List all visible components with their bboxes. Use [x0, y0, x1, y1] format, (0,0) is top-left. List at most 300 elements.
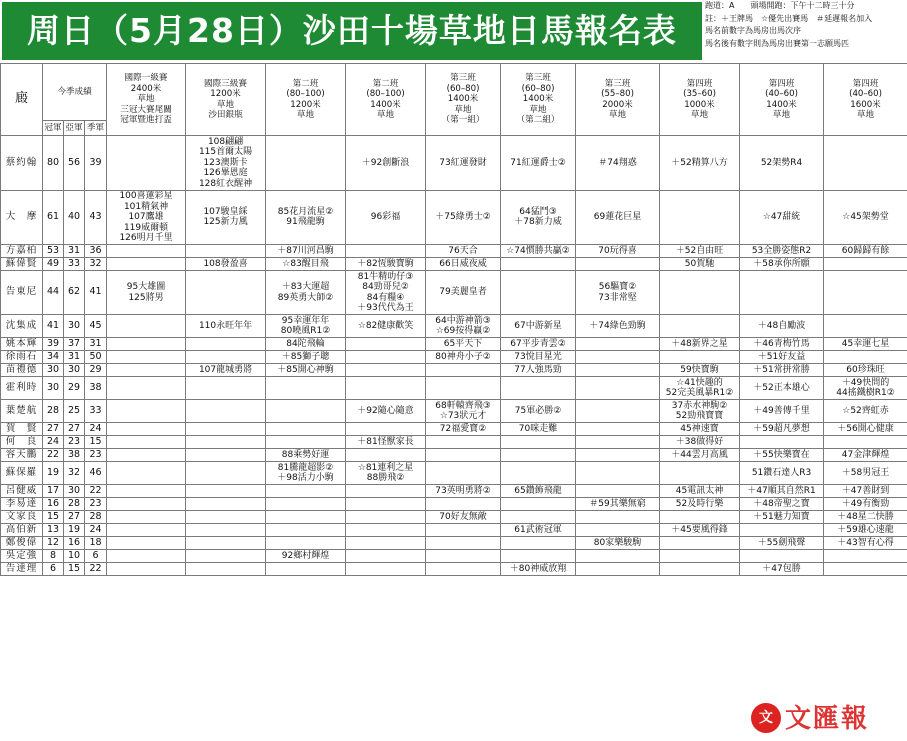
- race-header-line: （第一組）: [441, 115, 485, 126]
- horse-entry: ＋51魅力知寶: [753, 511, 810, 522]
- horse-entry: 84有糧④: [366, 292, 405, 303]
- race-entries-6: [501, 511, 576, 524]
- race-entries-2: [186, 563, 266, 576]
- wins-count: 49: [43, 258, 64, 271]
- horse-entry: ＋52自由旺: [675, 245, 724, 256]
- race-entries-3: [266, 537, 346, 550]
- horse-entry: ＋47包勝: [762, 563, 801, 574]
- horse-entry: 75軍必勝②: [514, 405, 562, 416]
- race-entries-3: [266, 498, 346, 511]
- race-header-line: 草地: [296, 110, 315, 120]
- thirds-count: 22: [85, 485, 107, 498]
- race-entries-7: [576, 364, 660, 377]
- trainer-row: [1, 537, 907, 550]
- race-entries-5: [426, 423, 501, 436]
- race-entries-7: [576, 537, 660, 550]
- horse-entry: 73非常堅: [598, 292, 637, 303]
- race-entries-3: [266, 258, 346, 271]
- horse-entry: 52及時行樂: [675, 498, 724, 509]
- horse-entry: ＋44雲月高風: [671, 449, 728, 460]
- horse-entry: ＋98活力小駒: [277, 473, 334, 483]
- race-entries-6: [501, 258, 576, 271]
- horse-entry: ＋51常拼常勝: [753, 364, 810, 375]
- race-entries-1: [107, 423, 186, 436]
- trainer-row: [1, 462, 907, 485]
- horse-entry: ＋47善財到: [841, 485, 890, 496]
- wins-count: 80: [43, 136, 64, 191]
- season-record-header: 今季成績: [43, 64, 107, 121]
- race-header-line: 1200米: [210, 89, 241, 99]
- wins-count: 8: [43, 550, 64, 563]
- race-entries-9: [740, 258, 824, 271]
- race-entries-9: [740, 377, 824, 400]
- horse-entry: 101精氣神: [123, 201, 169, 212]
- race-entries-1: [107, 245, 186, 258]
- wins-count: 44: [43, 271, 64, 315]
- horse-entry: 67平步青雲②: [510, 338, 566, 349]
- race-entries-8: [660, 462, 740, 485]
- race-entries-1: [107, 351, 186, 364]
- horse-entry: 76天合: [448, 245, 478, 256]
- wins-count: 16: [43, 498, 64, 511]
- race-entries-4: [346, 338, 426, 351]
- horse-entry: 47金津輝煌: [841, 449, 890, 460]
- trainer-row: [1, 364, 907, 377]
- race-header-2: [186, 64, 266, 136]
- race-entries-8: [660, 377, 740, 400]
- trainer-name: 苗禮德: [1, 364, 43, 377]
- horse-entry: ＋49有衡勁: [841, 498, 890, 509]
- race-header-line: 1200米: [290, 99, 321, 110]
- race-entries-6: [501, 537, 576, 550]
- race-entries-4: [346, 190, 426, 245]
- horse-entry: ＋85開心神駒: [277, 364, 334, 375]
- race-entries-4: [346, 498, 426, 511]
- race-header-line: 國際三級賽: [204, 78, 248, 89]
- trainer-row: [1, 436, 907, 449]
- horse-entry: 45電訊太神: [675, 485, 724, 496]
- race-entries-9: [740, 537, 824, 550]
- seconds-count: 10: [64, 550, 85, 563]
- trainer-name: 告達理: [1, 563, 43, 576]
- race-entries-10: [824, 377, 907, 400]
- race-entries-7: [576, 351, 660, 364]
- horse-entry: ＋47順其自然R1: [747, 485, 816, 496]
- race-entries-7: [576, 563, 660, 576]
- horse-entry: 80曉風R1②: [280, 326, 331, 336]
- race-entries-9: [740, 190, 824, 245]
- race-header-line: 草地: [772, 110, 791, 120]
- info-line-track: 跑道：A 頭場開跑：下午十二時三十分: [705, 1, 855, 10]
- race-entries-2: [186, 190, 266, 245]
- horse-entry: 73英明勇將②: [435, 485, 491, 496]
- trainer-name: 文家良: [1, 511, 43, 524]
- horse-entry: 95幸運年年: [281, 315, 330, 326]
- horse-entry: ＋81怪獸家長: [357, 436, 414, 447]
- race-entries-1: [107, 190, 186, 245]
- race-entries-3: [266, 136, 346, 191]
- race-entries-10: [824, 511, 907, 524]
- race-header-1: [107, 64, 186, 136]
- race-header-line: 1400米: [522, 94, 554, 105]
- horse-entry: ＋56開心健康: [837, 423, 894, 434]
- race-entries-1: [107, 550, 186, 563]
- race-entries-8: [660, 136, 740, 191]
- trainer-name: 告東尼: [1, 271, 43, 315]
- race-entries-1: [107, 315, 186, 338]
- horse-entry: ＋85獅子聰: [281, 351, 330, 362]
- race-header-line: 第四班: [852, 78, 879, 89]
- race-header-line: (60–80): [446, 83, 480, 94]
- horse-entry: ＋46青梅竹馬: [753, 338, 810, 349]
- race-entries-5: [426, 315, 501, 338]
- race-entries-3: [266, 190, 346, 245]
- trainer-header: 廄: [1, 64, 43, 136]
- race-entries-5: [426, 377, 501, 400]
- horse-entry: ＋48自勵波: [757, 320, 806, 331]
- race-entries-3: [266, 524, 346, 537]
- race-header-line: 草地: [376, 110, 395, 120]
- horse-entry: 108翩翩: [207, 136, 244, 147]
- race-entries-9: [740, 315, 824, 338]
- trainer-name: 蘇偉賢: [1, 258, 43, 271]
- race-entries-8: [660, 449, 740, 462]
- race-entries-8: [660, 258, 740, 271]
- race-entries-10: [824, 136, 907, 191]
- race-entries-1: [107, 511, 186, 524]
- race-entries-4: [346, 400, 426, 423]
- horse-entry: ＋43智有心得: [837, 537, 894, 548]
- horse-entry: ＋59雄心速龍: [837, 524, 894, 535]
- race-entries-5: [426, 511, 501, 524]
- race-entries-1: [107, 338, 186, 351]
- race-entries-9: [740, 338, 824, 351]
- race-header-line: (80–100): [366, 89, 405, 99]
- race-entries-8: [660, 315, 740, 338]
- race-entries-5: [426, 498, 501, 511]
- race-entries-6: [501, 462, 576, 485]
- race-entries-4: [346, 449, 426, 462]
- race-entries-7: [576, 315, 660, 338]
- race-entries-8: [660, 400, 740, 423]
- horse-entry: 81騰龍超影②: [277, 462, 334, 473]
- trainer-row: [1, 245, 907, 258]
- race-entries-8: [660, 498, 740, 511]
- info-line-preference: 馬名後有數字則為馬房出賽第一志願馬匹: [705, 38, 849, 48]
- race-header-line: 三冠大賽尾關: [120, 104, 172, 115]
- race-entries-3: [266, 550, 346, 563]
- wins-count: 19: [43, 462, 64, 485]
- race-entries-10: [824, 364, 907, 377]
- race-entries-10: [824, 351, 907, 364]
- race-header-9: [740, 64, 824, 136]
- wins-count: 15: [43, 511, 64, 524]
- thirds-count: 33: [85, 400, 107, 423]
- horse-entry: 53全勝姿態R2: [751, 245, 812, 256]
- trainer-name: 方嘉柏: [1, 245, 43, 258]
- race-header-line: (40–60): [765, 89, 798, 99]
- thirds-count: 28: [85, 511, 107, 524]
- race-entries-9: [740, 462, 824, 485]
- wins-count: 41: [43, 315, 64, 338]
- race-entries-4: [346, 563, 426, 576]
- race-entries-6: [501, 245, 576, 258]
- race-entries-9: [740, 498, 824, 511]
- race-entries-8: [660, 563, 740, 576]
- race-entries-2: [186, 258, 266, 271]
- race-entries-5: [426, 364, 501, 377]
- trainer-name: 霍利時: [1, 377, 43, 400]
- horse-entry: ☆52齊虹赤: [842, 405, 889, 416]
- race-header-line: 2400米: [130, 83, 162, 94]
- page-title: 周日（5月28日）沙田十場草地日馬報名表: [2, 2, 702, 60]
- trainer-name: 吳定強: [1, 550, 43, 563]
- seconds-count: 16: [64, 537, 85, 550]
- race-entries-9: [740, 351, 824, 364]
- race-entries-8: [660, 351, 740, 364]
- thirds-count: 29: [85, 364, 107, 377]
- thirds-count: 38: [85, 377, 107, 400]
- race-entries-2: [186, 423, 266, 436]
- trainer-row: [1, 258, 907, 271]
- race-entries-9: [740, 524, 824, 537]
- race-entries-1: [107, 537, 186, 550]
- wins-header: 冠軍: [43, 121, 64, 136]
- race-entries-7: [576, 423, 660, 436]
- thirds-count: 41: [85, 271, 107, 315]
- horse-entry: 88乘勢好運: [281, 449, 330, 460]
- race-header-line: 第二班: [292, 78, 319, 89]
- wins-count: 28: [43, 400, 64, 423]
- thirds-count: 31: [85, 338, 107, 351]
- race-entries-2: [186, 338, 266, 351]
- race-entries-4: [346, 136, 426, 191]
- trainer-name: 姚本輝: [1, 338, 43, 351]
- horse-entry: ＋52正本雄心: [753, 382, 810, 393]
- seconds-count: 38: [64, 449, 85, 462]
- horse-entry: ＋38做得好: [675, 436, 724, 447]
- horse-entry: ＋48帝聖之寶: [753, 498, 810, 509]
- race-entries-2: [186, 537, 266, 550]
- race-entries-6: [501, 364, 576, 377]
- thirds-count: 39: [85, 136, 107, 191]
- horse-entry: 92鄉村輝煌: [281, 550, 330, 561]
- horse-entry: 50賀馳: [684, 258, 715, 269]
- trainer-row: [1, 550, 907, 563]
- race-header-line: 沙田銀瓶: [208, 110, 243, 120]
- horse-entry: ☆83醒目飛: [282, 258, 329, 269]
- horse-entry: ＋48星二快勝: [837, 511, 894, 522]
- horse-entry: 71紅運爵士②: [510, 157, 566, 168]
- race-entries-9: [740, 400, 824, 423]
- race-entries-1: [107, 364, 186, 377]
- trainer-name: 葉楚航: [1, 400, 43, 423]
- horse-entry: ＋87川河昌駒: [277, 245, 334, 256]
- horse-entry: ＋78新力威: [514, 217, 562, 228]
- horse-entry: ＋52精算八方: [671, 157, 728, 168]
- thirds-count: 23: [85, 449, 107, 462]
- seconds-count: 30: [64, 485, 85, 498]
- race-entries-3: [266, 563, 346, 576]
- race-entries-5: [426, 462, 501, 485]
- race-entries-4: [346, 462, 426, 485]
- race-entries-5: [426, 351, 501, 364]
- seconds-count: 40: [64, 190, 85, 245]
- trainer-row: [1, 511, 907, 524]
- race-entries-3: [266, 423, 346, 436]
- race-entries-5: [426, 271, 501, 315]
- race-entries-5: [426, 258, 501, 271]
- race-entries-8: [660, 511, 740, 524]
- horse-entry: ☆41快趣的: [676, 377, 723, 388]
- trainer-name: 蔡約翰: [1, 136, 43, 191]
- race-header-line: 1000米: [684, 99, 715, 110]
- horse-entry: ＋51好友益: [757, 351, 806, 362]
- race-header-line: 冠軍暨進打盃: [120, 115, 172, 126]
- horse-entry: 68軒轅齊飛③: [435, 400, 491, 411]
- trainer-name: 沈集成: [1, 315, 43, 338]
- race-entries-9: [740, 245, 824, 258]
- race-header-line: 草地: [608, 110, 627, 120]
- race-entries-10: [824, 423, 907, 436]
- info-line-order: 馬名前數字為馬房出馬次序: [705, 26, 801, 35]
- race-entries-5: [426, 136, 501, 191]
- horse-entry: ☆47甜統: [762, 212, 801, 222]
- race-header-8: [660, 64, 740, 136]
- race-entries-5: [426, 563, 501, 576]
- race-entries-4: [346, 511, 426, 524]
- race-header-line: 第二班: [372, 78, 399, 89]
- race-entries-10: [824, 537, 907, 550]
- thirds-count: 32: [85, 258, 107, 271]
- wins-count: 12: [43, 537, 64, 550]
- race-entries-8: [660, 190, 740, 245]
- horse-entry: ＃74翔惑: [598, 157, 637, 168]
- horse-entry: 84勁哥兒②: [362, 282, 409, 292]
- race-entries-9: [740, 423, 824, 436]
- wins-count: 24: [43, 436, 64, 449]
- horse-entry: ＋55劍飛聲: [757, 537, 806, 548]
- seconds-header: 亞軍: [64, 121, 85, 136]
- race-entries-2: [186, 436, 266, 449]
- race-entries-2: [186, 245, 266, 258]
- race-header-line: 草地: [454, 104, 472, 115]
- race-entries-7: [576, 258, 660, 271]
- race-header-line: (40–60): [849, 89, 882, 99]
- trainer-row: [1, 563, 907, 576]
- race-entries-10: [824, 436, 907, 449]
- trainer-name: 大 摩: [1, 190, 43, 245]
- horse-entry: 73悅目星光: [514, 351, 562, 362]
- horse-entry: 52勁飛寶寶: [675, 411, 724, 421]
- horse-entry: 107龍城勇將: [198, 364, 253, 375]
- race-entries-4: [346, 423, 426, 436]
- seconds-count: 29: [64, 377, 85, 400]
- race-entries-10: [824, 315, 907, 338]
- seconds-count: 31: [64, 351, 85, 364]
- race-entries-6: [501, 271, 576, 315]
- horse-entry: 70玩得喜: [598, 245, 637, 256]
- seconds-count: 37: [64, 338, 85, 351]
- race-entries-8: [660, 436, 740, 449]
- thirds-count: 24: [85, 524, 107, 537]
- trainer-row: [1, 377, 907, 400]
- race-entries-10: [824, 449, 907, 462]
- race-entries-9: [740, 550, 824, 563]
- race-entries-3: [266, 351, 346, 364]
- seconds-count: 27: [64, 423, 85, 436]
- horse-entry: 44搖鐵樹R1②: [836, 388, 895, 398]
- race-entries-5: [426, 245, 501, 258]
- trainer-row: [1, 315, 907, 338]
- race-entries-4: [346, 436, 426, 449]
- race-entries-10: [824, 498, 907, 511]
- race-entries-10: [824, 485, 907, 498]
- race-entries-8: [660, 485, 740, 498]
- horse-entry: 64猛鬥③: [519, 206, 557, 217]
- race-entries-10: [824, 338, 907, 351]
- race-entries-1: [107, 449, 186, 462]
- race-entries-3: [266, 271, 346, 315]
- thirds-count: 15: [85, 436, 107, 449]
- horse-entry: 59快寶駒: [680, 364, 719, 375]
- wins-count: 39: [43, 338, 64, 351]
- race-header-line: 草地: [529, 104, 547, 115]
- race-entries-3: [266, 338, 346, 351]
- race-entries-10: [824, 550, 907, 563]
- race-header-line: 草地: [137, 94, 155, 105]
- race-entries-8: [660, 550, 740, 563]
- race-header-line: 草地: [690, 110, 709, 120]
- race-entries-2: [186, 498, 266, 511]
- race-header-line: 1400米: [370, 99, 401, 110]
- trainer-row: [1, 136, 907, 191]
- race-entries-4: [346, 364, 426, 377]
- race-entries-7: [576, 511, 660, 524]
- trainer-row: [1, 524, 907, 537]
- race-entries-8: [660, 423, 740, 436]
- horse-entry: ☆73狀元才: [439, 411, 487, 421]
- race-header-7: [576, 64, 660, 136]
- publisher-logo-icon: 文: [751, 703, 781, 733]
- thirds-count: 50: [85, 351, 107, 364]
- race-header-6: [501, 64, 576, 136]
- entry-table: [0, 63, 907, 576]
- thirds-count: 36: [85, 245, 107, 258]
- horse-entry: 128紅衣醒神: [198, 178, 253, 189]
- race-header-line: 1400米: [447, 94, 479, 105]
- wins-count: 30: [43, 377, 64, 400]
- race-entries-5: [426, 537, 501, 550]
- race-entries-3: [266, 245, 346, 258]
- horse-entry: 72福愛寶②: [439, 423, 487, 434]
- horse-entry: ＋80神威放翔: [509, 563, 567, 574]
- race-header-line: 第三班: [450, 73, 476, 84]
- race-entries-2: [186, 271, 266, 315]
- trainer-name: 呂健威: [1, 485, 43, 498]
- race-entries-1: [107, 271, 186, 315]
- horse-entry: 65平天下: [443, 338, 483, 349]
- horse-entry: 66日威夜威: [439, 258, 487, 269]
- race-entries-10: [824, 190, 907, 245]
- horse-entry: 125將男: [128, 292, 164, 303]
- race-entries-2: [186, 364, 266, 377]
- race-entries-3: [266, 485, 346, 498]
- race-header-line: (80–100): [286, 89, 325, 99]
- horse-entry: ＋59超凡夢想: [753, 423, 810, 434]
- horse-entry: ＋49快問的: [841, 377, 890, 388]
- race-header-line: （第二組）: [516, 115, 560, 126]
